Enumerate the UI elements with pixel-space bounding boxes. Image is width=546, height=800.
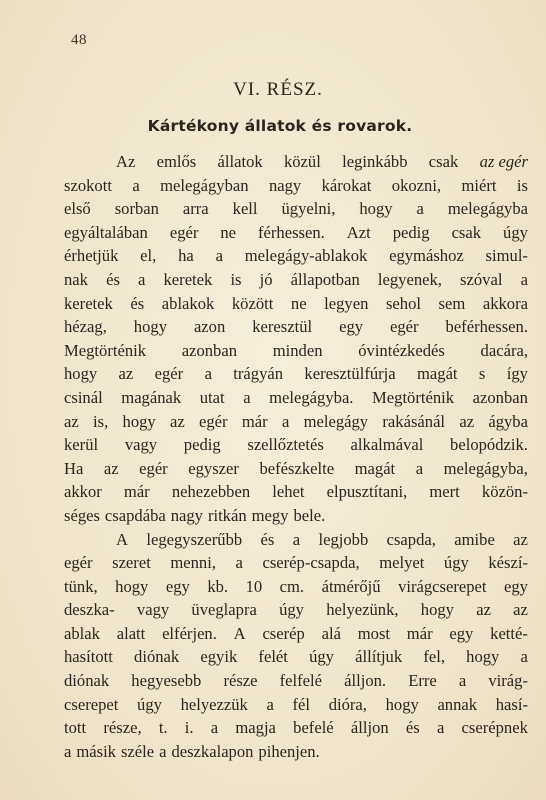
word: cserép <box>262 623 305 643</box>
word: Ha <box>64 458 84 478</box>
word: alkalmával <box>350 435 424 455</box>
word: szóval <box>460 269 503 289</box>
word: ha <box>178 246 194 266</box>
word: kb. <box>207 576 229 596</box>
word: csinál <box>64 387 103 407</box>
word: kerül <box>64 435 99 455</box>
word: sehol <box>385 293 421 313</box>
word: úgy <box>503 222 528 242</box>
word: között <box>231 293 274 313</box>
word: keresztül <box>252 317 313 337</box>
word: egy <box>504 576 528 596</box>
word: séges <box>64 505 100 525</box>
word: a <box>204 364 212 384</box>
word: t. <box>158 718 168 738</box>
word: sorban <box>114 199 159 219</box>
word: melyet <box>379 553 425 573</box>
word: simul- <box>485 246 528 266</box>
word: a <box>292 529 301 549</box>
word: a <box>132 175 140 195</box>
word: egy <box>339 317 364 337</box>
word: már <box>123 482 150 502</box>
word: az egér <box>479 152 528 171</box>
text-line <box>64 528 528 552</box>
word: is <box>516 175 528 195</box>
word: egér <box>64 553 93 573</box>
word: is <box>230 269 242 289</box>
text-line <box>64 150 528 174</box>
word: azon <box>193 317 226 337</box>
word: alá <box>321 623 341 643</box>
word: keretek <box>64 293 113 313</box>
word: azonban <box>181 340 238 360</box>
text-line <box>64 197 528 221</box>
word: magának <box>121 387 182 407</box>
word: mert <box>429 482 460 502</box>
word: Erre <box>408 671 437 691</box>
text-line <box>64 645 528 669</box>
word: belopódzik. <box>450 435 528 455</box>
text-line <box>64 669 528 693</box>
text-line <box>64 457 528 481</box>
word: megy <box>251 505 289 525</box>
word: egér <box>199 411 228 431</box>
word: az <box>64 411 79 431</box>
word: virág- <box>488 671 528 691</box>
word: hogy <box>420 600 454 620</box>
section-title: Kártékony állatok és rovarok. <box>147 117 413 135</box>
word: az <box>459 411 475 431</box>
text-line <box>64 598 528 622</box>
word: annak <box>437 694 478 714</box>
word: lehet <box>272 482 305 502</box>
word: vagy <box>124 435 158 455</box>
word: befelé <box>293 718 334 738</box>
word: virágcserepet <box>398 576 487 596</box>
word: ágyba <box>488 411 528 431</box>
text-line <box>64 480 528 504</box>
word: melegágyba, <box>443 458 528 478</box>
word: hogy <box>385 694 419 714</box>
word: hogy <box>133 317 167 337</box>
word: csak <box>428 152 459 171</box>
text-line <box>64 339 528 363</box>
word: vagy <box>136 600 170 620</box>
word: A <box>233 623 246 643</box>
word: hasított <box>64 647 113 667</box>
word: nagy <box>268 175 302 195</box>
text-line <box>64 575 528 599</box>
word: Megtörténik <box>372 387 455 407</box>
word: széle <box>120 741 155 761</box>
word: diónak <box>134 647 180 667</box>
word: szokott <box>64 175 112 195</box>
text-line <box>64 244 528 268</box>
word: másik <box>76 741 116 761</box>
word: egér <box>154 364 184 384</box>
word: egyszer <box>188 458 239 478</box>
word: első <box>64 199 91 219</box>
word: trágyán <box>233 364 284 384</box>
word: hézag, <box>64 317 107 337</box>
word: a <box>281 411 290 431</box>
word: szeret <box>112 553 151 573</box>
text-line <box>64 362 528 386</box>
word: melegágyba <box>447 199 528 219</box>
word: jó <box>259 269 273 289</box>
word: hogy <box>359 199 393 219</box>
word: a <box>416 199 424 219</box>
word: hasí- <box>495 694 528 714</box>
text-line <box>64 221 528 245</box>
word: szellőztetés <box>247 435 324 455</box>
word: keresztülfúrja <box>304 364 396 384</box>
word: okozni, <box>391 175 442 195</box>
word: a <box>235 553 243 573</box>
word: így <box>506 364 528 384</box>
word: a <box>520 647 528 667</box>
word: cm. <box>279 576 305 596</box>
text-line <box>64 268 528 292</box>
word: pihenjen. <box>258 741 320 761</box>
word: már <box>406 623 433 643</box>
word: a <box>458 671 467 691</box>
word: és <box>106 269 120 289</box>
word: melegágy-ablakok <box>244 246 368 266</box>
word: károkat <box>321 175 372 195</box>
word: a <box>138 269 146 289</box>
word: az <box>513 529 528 549</box>
word: és <box>405 718 420 738</box>
word: cserepet <box>64 694 119 714</box>
text-line <box>64 504 528 528</box>
word: s <box>478 364 486 384</box>
word: leginkább <box>342 152 408 171</box>
word: Azt <box>346 222 371 242</box>
word: magát <box>354 458 396 478</box>
word: diónak <box>64 671 110 691</box>
word: egér <box>139 458 168 478</box>
word: cserép-csapda, <box>262 553 360 573</box>
word: pedig <box>183 435 221 455</box>
word: kell <box>232 199 258 219</box>
word: nagy <box>170 505 203 525</box>
word: ne <box>290 293 307 313</box>
word: is, <box>93 411 109 431</box>
word: 10 <box>245 576 263 596</box>
word: ketté- <box>490 623 528 643</box>
word: legegyszerűbb <box>146 529 243 549</box>
word: minden <box>272 340 323 360</box>
word: elférjen. <box>162 623 217 643</box>
word: az <box>513 600 528 620</box>
word: magát <box>417 364 458 384</box>
word: utat <box>199 387 225 407</box>
part-heading: VI. RÉSZ. <box>233 79 323 100</box>
word: most <box>357 623 391 643</box>
page-number: 48 <box>71 32 87 48</box>
word: Megtörténik <box>64 340 147 360</box>
word: a <box>210 718 219 738</box>
text-line <box>64 693 528 717</box>
word: felfelé <box>279 671 323 691</box>
word: tünk, <box>64 576 98 596</box>
word: A <box>116 529 128 549</box>
word: úgy <box>443 553 469 573</box>
word: a <box>159 741 167 761</box>
word: üveglapra <box>191 600 257 620</box>
word: legyenek, <box>377 269 442 289</box>
word: elpusztítani, <box>326 482 408 502</box>
word: nak <box>64 269 88 289</box>
word: egér <box>169 222 199 242</box>
text-line <box>64 174 528 198</box>
text-line <box>64 622 528 646</box>
word: amibe <box>454 529 495 549</box>
word: befészkelte <box>259 458 335 478</box>
word: hegyesebb <box>131 671 202 691</box>
word: álljon. <box>344 671 387 691</box>
word: férhessen. <box>258 222 325 242</box>
word: akkor <box>64 482 102 502</box>
word: cserépnek <box>461 718 528 738</box>
word: csapda, <box>386 529 436 549</box>
word: a <box>243 387 251 407</box>
word: magja <box>235 718 276 738</box>
word: már <box>241 411 268 431</box>
text-line <box>64 433 528 457</box>
word: azonban <box>472 387 528 407</box>
text-line <box>64 740 528 764</box>
word: állítjuk <box>355 647 403 667</box>
word: álljon <box>350 718 389 738</box>
word: helyezünk, <box>326 600 399 620</box>
word: melegágyban <box>160 175 249 195</box>
text-line <box>64 315 528 339</box>
word: a <box>215 246 223 266</box>
word: az <box>118 364 134 384</box>
word: melegágy <box>303 411 369 431</box>
word: állatok <box>217 152 263 171</box>
word: el, <box>140 246 157 266</box>
word: egér <box>390 317 419 337</box>
word: átmérőjű <box>321 576 381 596</box>
word: óvintézkedés <box>358 340 445 360</box>
word: helyezzük <box>180 694 248 714</box>
word: érhetjük <box>64 246 119 266</box>
word: nehezebben <box>171 482 251 502</box>
word: hogy <box>115 576 149 596</box>
word: melegágyba. <box>269 387 354 407</box>
word: emlős <box>156 152 197 171</box>
word: úgy <box>309 647 334 667</box>
word: állapotban <box>290 269 360 289</box>
word: csak <box>451 222 482 242</box>
word: legjobb <box>318 529 369 549</box>
word: dacára, <box>480 340 528 360</box>
word: közön- <box>481 482 528 502</box>
word: hogy <box>122 411 156 431</box>
word: készí- <box>488 553 528 573</box>
word: arra <box>182 199 209 219</box>
word: a <box>266 694 274 714</box>
word: ablakok <box>161 293 215 313</box>
word: ne <box>220 222 237 242</box>
word: miért <box>461 175 497 195</box>
word: egyáltalában <box>64 222 148 242</box>
word: fel, <box>423 647 445 667</box>
word: bele. <box>293 505 326 525</box>
word: a <box>415 458 424 478</box>
word: egy <box>449 623 474 643</box>
word: része <box>223 671 258 691</box>
text-line <box>64 292 528 316</box>
word: felét <box>258 647 288 667</box>
word: a <box>436 718 445 738</box>
word: Az <box>116 152 136 171</box>
text-line <box>64 716 528 740</box>
word: a <box>64 741 72 761</box>
word: alatt <box>116 623 146 643</box>
word: egy <box>165 576 190 596</box>
word: egyik <box>200 647 238 667</box>
word: ablak <box>64 623 100 643</box>
body-text <box>64 150 528 763</box>
word: menni, <box>170 553 216 573</box>
word: beférhessen. <box>445 317 528 337</box>
word: úgy <box>279 600 304 620</box>
word: az <box>169 411 185 431</box>
word: ritkán <box>207 505 247 525</box>
word: egymáshoz <box>389 246 464 266</box>
text-line <box>64 551 528 575</box>
word: sem <box>438 293 466 313</box>
word: és <box>260 529 275 549</box>
word: része, <box>103 718 142 738</box>
text-line <box>64 410 528 434</box>
word: és <box>130 293 145 313</box>
word: közül <box>283 152 321 171</box>
word: deszkalapon <box>171 741 254 761</box>
word: rakásánál <box>382 411 446 431</box>
word: i. <box>184 718 194 738</box>
word: pedig <box>392 222 430 242</box>
text-line <box>64 386 528 410</box>
word: hogy <box>64 364 98 384</box>
word: csapdába <box>104 505 166 525</box>
word: deszka- <box>64 600 115 620</box>
word: úgy <box>137 694 162 714</box>
word: dióra, <box>328 694 367 714</box>
word: tott <box>64 718 87 738</box>
word: fél <box>292 694 311 714</box>
word: az <box>103 458 119 478</box>
word: ügyelni, <box>281 199 336 219</box>
word: a <box>520 269 528 289</box>
word: keretek <box>163 269 213 289</box>
word: legyen <box>324 293 369 313</box>
word: az <box>476 600 491 620</box>
word: hogy <box>466 647 500 667</box>
word: akkora <box>482 293 528 313</box>
